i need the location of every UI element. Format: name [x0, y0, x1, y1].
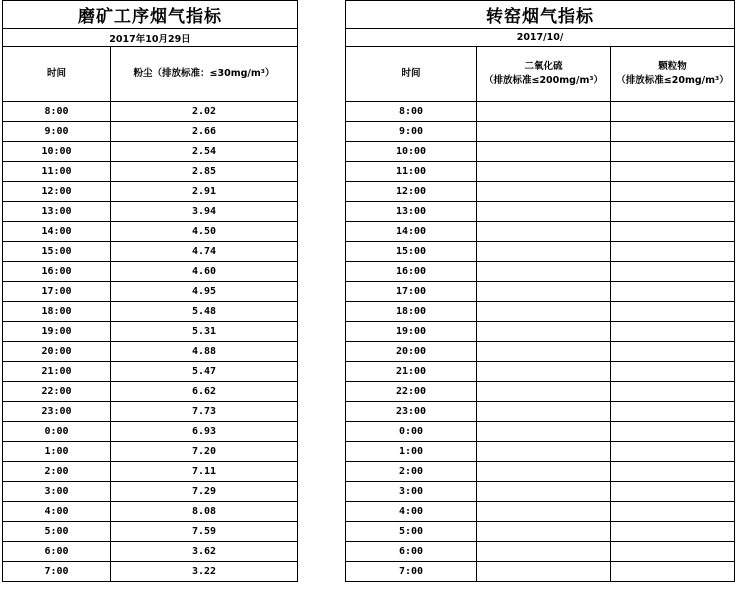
table-row — [3, 242, 298, 262]
particulate-value-cell — [611, 122, 735, 142]
table-row — [346, 302, 735, 322]
table-row — [3, 322, 298, 342]
time-cell: 19:00 — [3, 322, 111, 342]
table-row — [3, 282, 298, 302]
particulate-label: 颗粒物 — [658, 61, 687, 72]
particulate-value-cell — [611, 362, 735, 382]
dust-value-cell: 6.93 — [111, 422, 298, 442]
table-title: 转窑烟气指标 — [346, 1, 735, 29]
time-cell: 17:00 — [3, 282, 111, 302]
so2-standard: （排放标准≤200mg/m³） — [483, 75, 604, 86]
dust-value-cell: 3.22 — [111, 562, 298, 582]
time-cell: 11:00 — [3, 162, 111, 182]
table-row — [3, 122, 298, 142]
column-header-time: 时间 — [346, 47, 477, 102]
dust-value-cell: 2.91 — [111, 182, 298, 202]
time-cell: 13:00 — [3, 202, 111, 222]
dust-value-cell: 5.47 — [111, 362, 298, 382]
time-cell: 20:00 — [3, 342, 111, 362]
time-cell: 9:00 — [3, 122, 111, 142]
time-cell: 1:00 — [3, 442, 111, 462]
particulate-value-cell — [611, 302, 735, 322]
particulate-value-cell — [611, 162, 735, 182]
so2-value-cell — [477, 242, 611, 262]
time-cell: 6:00 — [346, 542, 477, 562]
time-cell: 13:00 — [346, 202, 477, 222]
so2-value-cell — [477, 482, 611, 502]
time-cell: 18:00 — [3, 302, 111, 322]
time-cell: 3:00 — [346, 482, 477, 502]
table-row — [346, 142, 735, 162]
time-cell: 23:00 — [346, 402, 477, 422]
table-title: 磨矿工序烟气指标 — [3, 1, 298, 29]
table-row — [346, 322, 735, 342]
dust-value-cell: 4.88 — [111, 342, 298, 362]
time-cell: 3:00 — [3, 482, 111, 502]
time-cell: 22:00 — [346, 382, 477, 402]
grinding-flue-gas-table — [2, 0, 298, 582]
table-row — [3, 502, 298, 522]
so2-value-cell — [477, 122, 611, 142]
dust-value-cell: 4.95 — [111, 282, 298, 302]
time-cell: 23:00 — [3, 402, 111, 422]
dust-value-cell: 7.29 — [111, 482, 298, 502]
time-cell: 1:00 — [346, 442, 477, 462]
particulate-value-cell — [611, 242, 735, 262]
so2-value-cell — [477, 562, 611, 582]
particulate-value-cell — [611, 382, 735, 402]
table-row — [3, 442, 298, 462]
table-row — [346, 502, 735, 522]
table-row — [346, 162, 735, 182]
so2-value-cell — [477, 202, 611, 222]
table-row — [3, 182, 298, 202]
table-date: 2017年10月29日 — [3, 29, 298, 47]
particulate-value-cell — [611, 422, 735, 442]
column-header-time: 时间 — [3, 47, 111, 102]
dust-value-cell: 4.74 — [111, 242, 298, 262]
so2-value-cell — [477, 542, 611, 562]
table-row — [3, 562, 298, 582]
table-row — [346, 182, 735, 202]
dust-value-cell: 7.11 — [111, 462, 298, 482]
dust-value-cell: 3.62 — [111, 542, 298, 562]
so2-value-cell — [477, 382, 611, 402]
time-cell: 11:00 — [346, 162, 477, 182]
dust-value-cell: 2.54 — [111, 142, 298, 162]
time-cell: 15:00 — [3, 242, 111, 262]
so2-value-cell — [477, 402, 611, 422]
so2-value-cell — [477, 462, 611, 482]
table-row — [3, 462, 298, 482]
time-cell: 5:00 — [346, 522, 477, 542]
table-row — [3, 382, 298, 402]
particulate-value-cell — [611, 142, 735, 162]
dust-value-cell: 5.48 — [111, 302, 298, 322]
time-cell: 21:00 — [346, 362, 477, 382]
table-row — [3, 342, 298, 362]
dust-value-cell: 7.73 — [111, 402, 298, 422]
so2-value-cell — [477, 362, 611, 382]
time-cell: 4:00 — [3, 502, 111, 522]
time-cell: 8:00 — [346, 102, 477, 122]
table-row — [3, 422, 298, 442]
dust-value-cell: 4.50 — [111, 222, 298, 242]
table-row — [346, 202, 735, 222]
time-cell: 15:00 — [346, 242, 477, 262]
dust-value-cell: 3.94 — [111, 202, 298, 222]
dust-value-cell: 4.60 — [111, 262, 298, 282]
column-header-particulate — [611, 47, 735, 102]
time-cell: 16:00 — [346, 262, 477, 282]
table-row — [346, 102, 735, 122]
dust-value-cell: 5.31 — [111, 322, 298, 342]
table-date: 2017/10/ — [346, 29, 735, 47]
time-cell: 10:00 — [346, 142, 477, 162]
time-cell: 18:00 — [346, 302, 477, 322]
table-row — [346, 442, 735, 462]
dust-value-cell: 2.85 — [111, 162, 298, 182]
time-cell: 12:00 — [3, 182, 111, 202]
table-row — [346, 362, 735, 382]
table-row — [346, 282, 735, 302]
time-cell: 20:00 — [346, 342, 477, 362]
table-row — [346, 222, 735, 242]
table-row — [346, 342, 735, 362]
table-row — [346, 242, 735, 262]
so2-value-cell — [477, 142, 611, 162]
time-cell: 2:00 — [346, 462, 477, 482]
table-row — [3, 362, 298, 382]
table-row — [3, 542, 298, 562]
particulate-value-cell — [611, 402, 735, 422]
table-row — [3, 202, 298, 222]
table-row — [3, 302, 298, 322]
so2-value-cell — [477, 502, 611, 522]
time-cell: 0:00 — [346, 422, 477, 442]
kiln-flue-gas-table — [345, 0, 735, 582]
dust-value-cell: 7.20 — [111, 442, 298, 462]
so2-value-cell — [477, 102, 611, 122]
so2-value-cell — [477, 162, 611, 182]
table-row — [3, 102, 298, 122]
table-row — [346, 522, 735, 542]
so2-value-cell — [477, 222, 611, 242]
table-row — [346, 542, 735, 562]
table-row — [346, 262, 735, 282]
table-row — [346, 462, 735, 482]
particulate-value-cell — [611, 342, 735, 362]
table-row — [346, 382, 735, 402]
time-cell: 7:00 — [3, 562, 111, 582]
particulate-value-cell — [611, 282, 735, 302]
table-row — [3, 482, 298, 502]
table-row — [3, 222, 298, 242]
column-header-so2 — [477, 47, 611, 102]
table-row — [346, 422, 735, 442]
particulate-value-cell — [611, 222, 735, 242]
particulate-value-cell — [611, 102, 735, 122]
particulate-value-cell — [611, 482, 735, 502]
particulate-value-cell — [611, 442, 735, 462]
table-row — [346, 402, 735, 422]
particulate-value-cell — [611, 322, 735, 342]
time-cell: 21:00 — [3, 362, 111, 382]
time-cell: 2:00 — [3, 462, 111, 482]
so2-value-cell — [477, 422, 611, 442]
time-cell: 7:00 — [346, 562, 477, 582]
so2-label: 二氧化硫 — [524, 61, 563, 72]
table-row — [3, 522, 298, 542]
dust-value-cell: 2.02 — [111, 102, 298, 122]
so2-value-cell — [477, 302, 611, 322]
table-row — [346, 482, 735, 502]
table-row — [346, 122, 735, 142]
column-header-dust: 粉尘（排放标准：≤30mg/m³） — [111, 47, 298, 102]
table-row — [3, 262, 298, 282]
table-row — [3, 162, 298, 182]
time-cell: 22:00 — [3, 382, 111, 402]
so2-value-cell — [477, 442, 611, 462]
so2-value-cell — [477, 182, 611, 202]
particulate-value-cell — [611, 462, 735, 482]
dust-value-cell: 7.59 — [111, 522, 298, 542]
particulate-value-cell — [611, 262, 735, 282]
so2-value-cell — [477, 342, 611, 362]
time-cell: 19:00 — [346, 322, 477, 342]
particulate-value-cell — [611, 542, 735, 562]
time-cell: 8:00 — [3, 102, 111, 122]
time-cell: 16:00 — [3, 262, 111, 282]
particulate-value-cell — [611, 182, 735, 202]
time-cell: 10:00 — [3, 142, 111, 162]
particulate-value-cell — [611, 522, 735, 542]
time-cell: 4:00 — [346, 502, 477, 522]
time-cell: 14:00 — [346, 222, 477, 242]
dust-value-cell: 2.66 — [111, 122, 298, 142]
time-cell: 0:00 — [3, 422, 111, 442]
particulate-value-cell — [611, 562, 735, 582]
time-cell: 6:00 — [3, 542, 111, 562]
table-row — [346, 562, 735, 582]
so2-value-cell — [477, 262, 611, 282]
so2-value-cell — [477, 322, 611, 342]
particulate-standard: （排放标准≤20mg/m³） — [616, 75, 729, 86]
time-cell: 9:00 — [346, 122, 477, 142]
so2-value-cell — [477, 522, 611, 542]
particulate-value-cell — [611, 502, 735, 522]
time-cell: 12:00 — [346, 182, 477, 202]
dust-value-cell: 8.08 — [111, 502, 298, 522]
time-cell: 5:00 — [3, 522, 111, 542]
particulate-value-cell — [611, 202, 735, 222]
table-row — [3, 142, 298, 162]
time-cell: 17:00 — [346, 282, 477, 302]
time-cell: 14:00 — [3, 222, 111, 242]
so2-value-cell — [477, 282, 611, 302]
dust-value-cell: 6.62 — [111, 382, 298, 402]
table-row — [3, 402, 298, 422]
